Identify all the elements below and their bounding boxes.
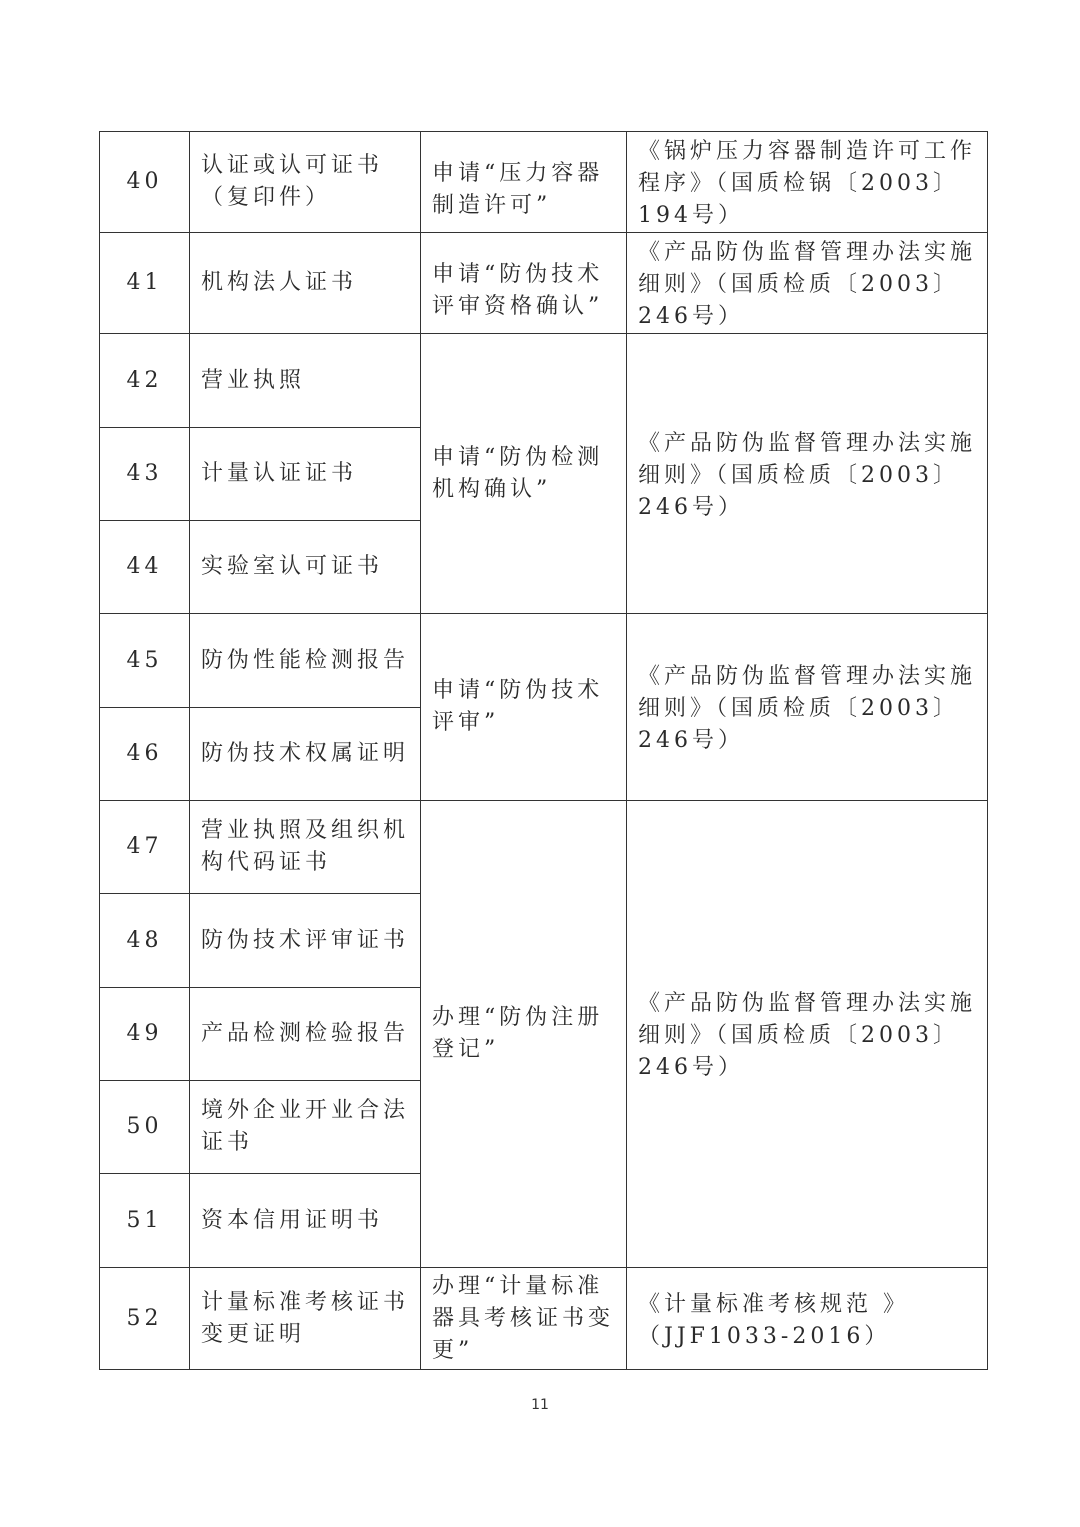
row-number: 43 <box>100 428 190 521</box>
service-item: 申请“防伪技术评审资格确认” <box>421 233 627 334</box>
document-name: 营业执照及组织机构代码证书 <box>190 801 421 894</box>
legal-basis: 《产品防伪监督管理办法实施细则》（国质检质〔2003〕246号） <box>627 614 988 801</box>
document-name: 实验室认可证书 <box>190 521 421 614</box>
document-name: 防伪性能检测报告 <box>190 614 421 708</box>
page-number: 11 <box>531 1397 549 1413</box>
row-number: 49 <box>100 988 190 1081</box>
row-number: 48 <box>100 894 190 988</box>
document-table <box>99 131 988 1370</box>
document-name: 防伪技术评审证书 <box>190 894 421 988</box>
row-number: 44 <box>100 521 190 614</box>
table-row <box>100 233 988 334</box>
service-item: 申请“防伪技术评审” <box>421 614 627 801</box>
document-name: 营业执照 <box>190 334 421 428</box>
table-row <box>100 132 988 233</box>
service-item: 申请“防伪检测机构确认” <box>421 334 627 614</box>
service-item: 申请“压力容器制造许可” <box>421 132 627 233</box>
table-row <box>100 1268 988 1370</box>
legal-basis: 《产品防伪监督管理办法实施细则》（国质检质〔2003〕246号） <box>627 233 988 334</box>
document-name: 计量标准考核证书变更证明 <box>190 1268 421 1370</box>
row-number: 50 <box>100 1081 190 1174</box>
document-name: 境外企业开业合法证书 <box>190 1081 421 1174</box>
legal-basis: 《计量标准考核规范 》（JJF1033-2016） <box>627 1268 988 1370</box>
row-number: 41 <box>100 233 190 334</box>
table-row <box>100 614 988 708</box>
service-item: 办理“防伪注册登记” <box>421 801 627 1268</box>
document-name: 资本信用证明书 <box>190 1174 421 1268</box>
row-number: 45 <box>100 614 190 708</box>
row-number: 51 <box>100 1174 190 1268</box>
row-number: 47 <box>100 801 190 894</box>
table-row <box>100 801 988 894</box>
service-item: 办理“计量标准器具考核证书变更” <box>421 1268 627 1370</box>
row-number: 42 <box>100 334 190 428</box>
row-number: 46 <box>100 708 190 801</box>
legal-basis: 《产品防伪监督管理办法实施细则》（国质检质〔2003〕246号） <box>627 334 988 614</box>
document-name: 计量认证证书 <box>190 428 421 521</box>
table-row <box>100 334 988 428</box>
row-number: 40 <box>100 132 190 233</box>
document-name: 产品检测检验报告 <box>190 988 421 1081</box>
document-name: 防伪技术权属证明 <box>190 708 421 801</box>
row-number: 52 <box>100 1268 190 1370</box>
legal-basis: 《锅炉压力容器制造许可工作程序》（国质检锅〔2003〕194号） <box>627 132 988 233</box>
document-name: 认证或认可证书（复印件） <box>190 132 421 233</box>
document-name: 机构法人证书 <box>190 233 421 334</box>
legal-basis: 《产品防伪监督管理办法实施细则》（国质检质〔2003〕246号） <box>627 801 988 1268</box>
